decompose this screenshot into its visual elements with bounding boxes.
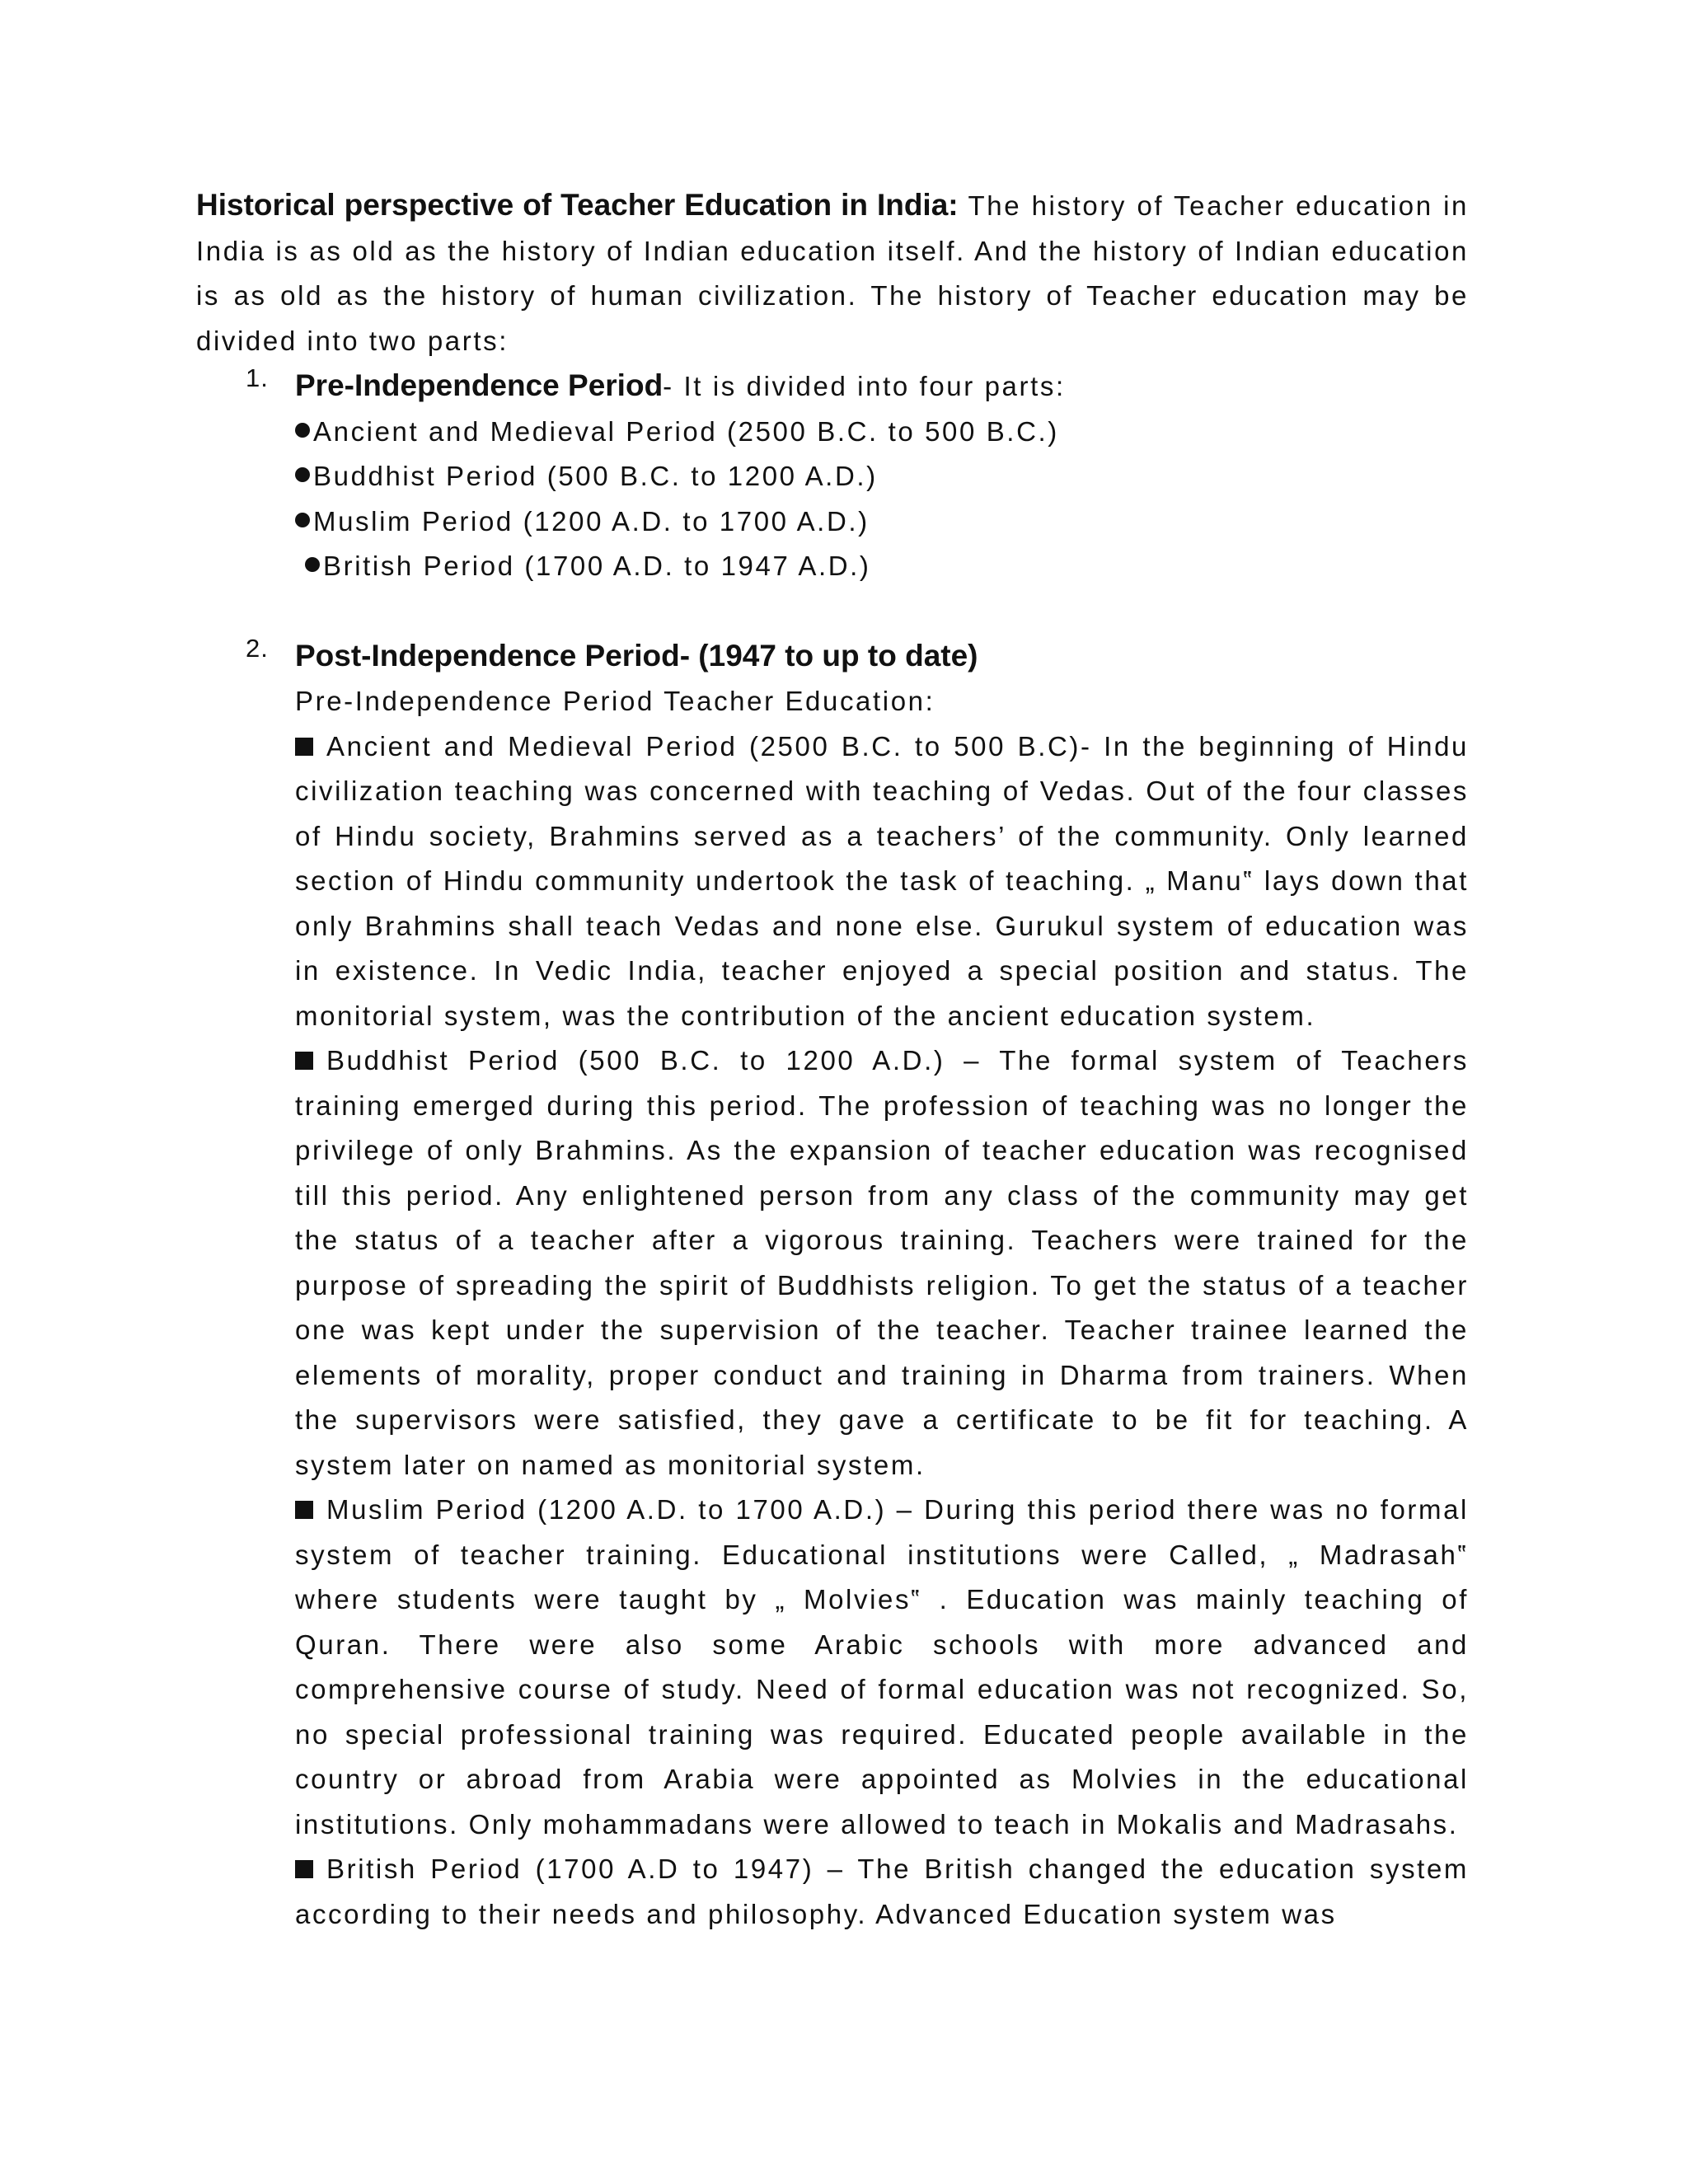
list-item-1-text: - It is divided into four parts: xyxy=(663,371,1066,401)
sub-heading: Pre-Independence Period Teacher Education: xyxy=(295,686,935,716)
bullet-item: Buddhist Period (500 B.C. to 1200 A.D.) xyxy=(295,454,1469,499)
list-number-1: 1. xyxy=(246,363,269,392)
bullet-dot-icon xyxy=(305,557,320,572)
bullet-item: Ancient and Medieval Period (2500 B.C. to 500 B.C.) xyxy=(295,410,1469,455)
bullet-dot-icon xyxy=(295,513,310,527)
list-item-1-heading: Pre-Independence Period xyxy=(295,368,663,402)
intro-paragraph xyxy=(196,183,1469,363)
intro-heading: Historical perspective of Teacher Education in India: xyxy=(196,188,959,222)
square-bullet-icon xyxy=(295,1860,313,1878)
section-ancient-medieval: Ancient and Medieval Period (2500 B.C. to 500 B.C)- In the beginning of Hindu civilization teaching was concerned with teaching of Vedas. Out of the four classes of Hindu society, Brahmins served as a teachers’ of the community. Only learned section of Hindu community undertook the task of teaching. „ Manu‟ lays down that only Brahmins shall teach Vedas and none else. Gurukul system of education was in existence. In Vedic India, teacher enjoyed a special position and status. The monitorial system, was the contribution of the ancient education system. xyxy=(295,730,1469,1031)
intro-text: The history of Teacher education in India is as old as the history of Indian education itself. And the history of Indian education is as old as the history of human civilization. The history of Teacher education may be divided into two parts: xyxy=(196,190,1469,356)
square-bullet-icon xyxy=(295,1052,313,1070)
list-item-2-line xyxy=(295,634,1469,680)
list-number-2: 2. xyxy=(246,633,269,663)
bullet-item: British Period (1700 A.D. to 1947 A.D.) xyxy=(305,544,1469,589)
list-item-1-line xyxy=(295,363,1469,410)
section-british: British Period (1700 A.D to 1947) – The British changed the education system according to their needs and philosophy. Advanced Education system was xyxy=(295,1854,1469,1929)
list-item-2 xyxy=(196,634,1469,680)
section-muslim: Muslim Period (1200 A.D. to 1700 A.D.) – During this period there was no formal system of teacher training. Educational institutions were Called, „ Madrasah‟ where students were taught by „ Molvies‟ . Education was mainly teaching of Quran. There were also some Arabic schools with more advanced and comprehensive course of study. Need of formal education was not recognized. So, no special professional training was required. Educated people available in the country or abroad from Arabia were appointed as Molvies in the educational institutions. Only mohammadans were allowed to teach in Mokalis and Madrasahs. xyxy=(295,1494,1469,1840)
bullet-item: Muslim Period (1200 A.D. to 1700 A.D.) xyxy=(295,499,1469,545)
document-page xyxy=(196,183,1469,1937)
spacer xyxy=(196,589,1469,634)
bullet-dot-icon xyxy=(295,423,310,438)
list-item-1 xyxy=(196,363,1469,410)
square-bullet-icon xyxy=(295,738,313,756)
square-bullet-icon xyxy=(295,1501,313,1519)
section-buddhist: Buddhist Period (500 B.C. to 1200 A.D.) – The formal system of Teachers training emerged during this period. The profession of teaching was no longer the privilege of only Brahmins. As the expansion of teacher education was recognised till this period. Any enlightened person from any class of the community may get the status of a teacher after a vigorous training. Teachers were trained for the purpose of spreading the spirit of Buddhists religion. To get the status of a teacher one was kept under the supervision of the teacher. Teacher trainee learned the elements of morality, proper conduct and training in Dharma from trainers. When the supervisors were satisfied, they gave a certificate to be fit for teaching. A system later on named as monitorial system. xyxy=(295,1045,1469,1480)
list-item-2-heading: Post-Independence Period- (1947 to up to date) xyxy=(295,638,978,673)
bullet-dot-icon xyxy=(295,467,310,482)
period-bullet-list xyxy=(295,410,1469,589)
